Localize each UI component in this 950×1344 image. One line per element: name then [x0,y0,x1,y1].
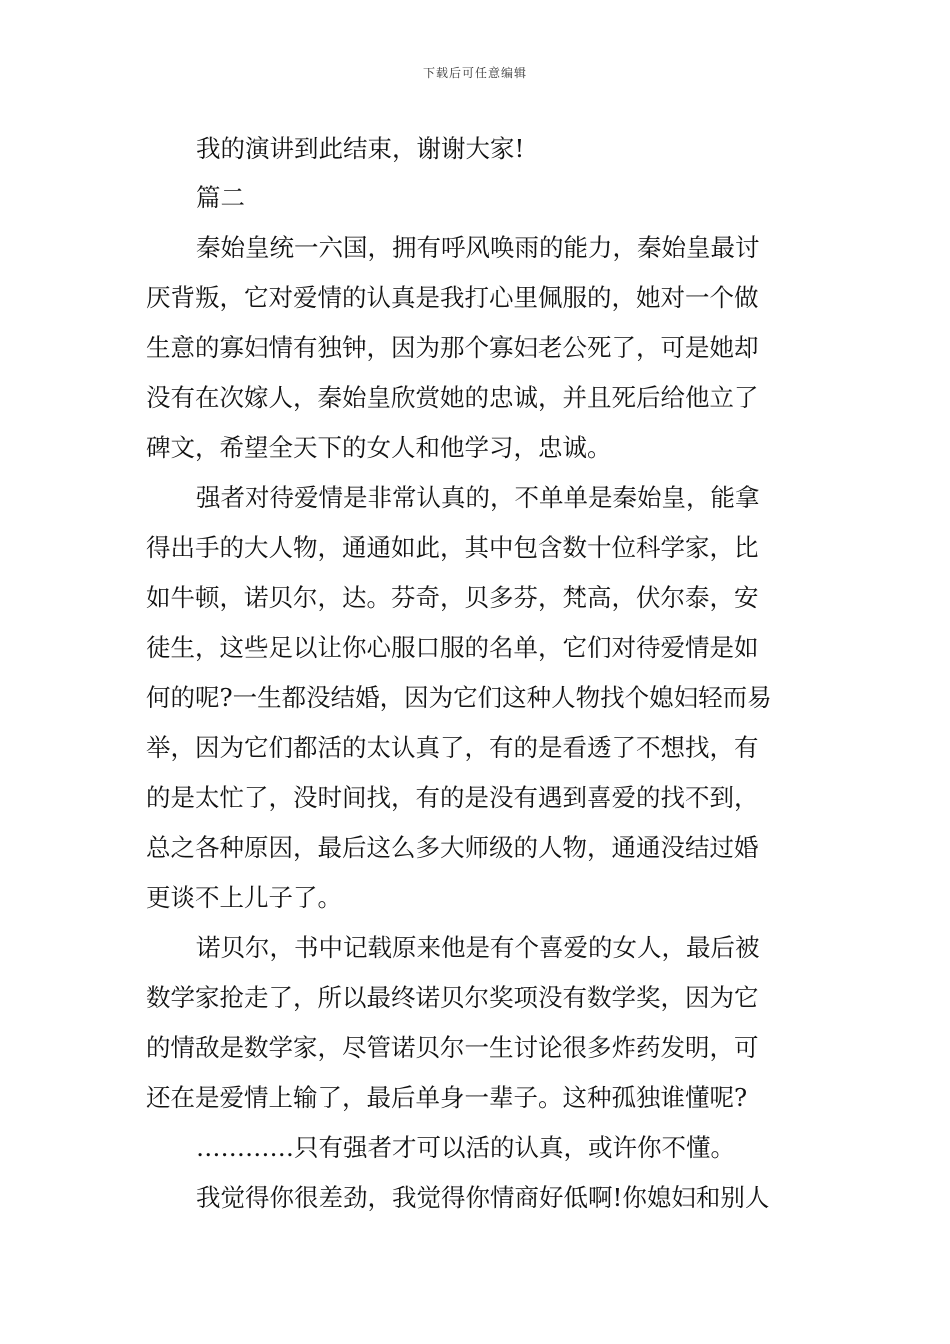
text-line: 数学家抢走了，所以最终诺贝尔奖项没有数学奖，因为它 [146,983,759,1012]
text-line: 生意的寡妇情有独钟，因为那个寡妇老公死了，可是她却 [146,333,759,362]
text-line: 秦始皇统一六国，拥有呼风唤雨的能力，秦始皇最讨 [196,233,760,262]
text-line: 得出手的大人物，通通如此，其中包含数十位科学家，比 [146,533,759,562]
text-line: 的是太忙了，没时间找，有的是没有遇到喜爱的找不到， [146,783,759,812]
text-line: 的情敌是数学家，尽管诺贝尔一生讨论很多炸药发明，可 [146,1033,759,1062]
text-line: 厌背叛，它对爱情的认真是我打心里佩服的，她对一个做 [146,283,759,312]
text-line: 还在是爱情上输了，最后单身一辈子。这种孤独谁懂呢? [146,1083,748,1112]
text-line: 总之各种原因，最后这么多大师级的人物，通通没结过婚 [146,833,759,862]
text-line: 徒生，这些足以让你心服口服的名单，它们对待爱情是如 [146,633,759,662]
text-line: 我觉得你很差劲，我觉得你情商好低啊!你媳妇和别人 [196,1183,770,1212]
page-header: 下载后可任意编辑 [422,66,527,80]
text-line: 碑文，希望全天下的女人和他学习，忠诚。 [146,433,612,462]
text-line: …………只有强者才可以活的认真，或许你不懂。 [196,1133,735,1162]
text-line: 更谈不上儿子了。 [146,883,342,912]
text-line: 没有在次嫁人，秦始皇欣赏她的忠诚，并且死后给他立了 [146,383,759,412]
text-line: 举，因为它们都活的太认真了，有的是看透了不想找，有 [146,733,759,762]
text-line: 诺贝尔，书中记载原来他是有个喜爱的女人，最后被 [196,933,760,962]
text-line: 我的演讲到此结束，谢谢大家! [196,134,525,163]
section-heading: 篇二 [196,183,245,212]
text-line: 如牛顿，诺贝尔，达。芬奇，贝多芬，梵高，伏尔泰，安 [146,583,759,612]
text-line: 何的呢?一生都没结婚，因为它们这种人物找个媳妇轻而易 [146,683,772,712]
text-line: 强者对待爱情是非常认真的，不单单是秦始皇，能拿 [196,483,760,512]
